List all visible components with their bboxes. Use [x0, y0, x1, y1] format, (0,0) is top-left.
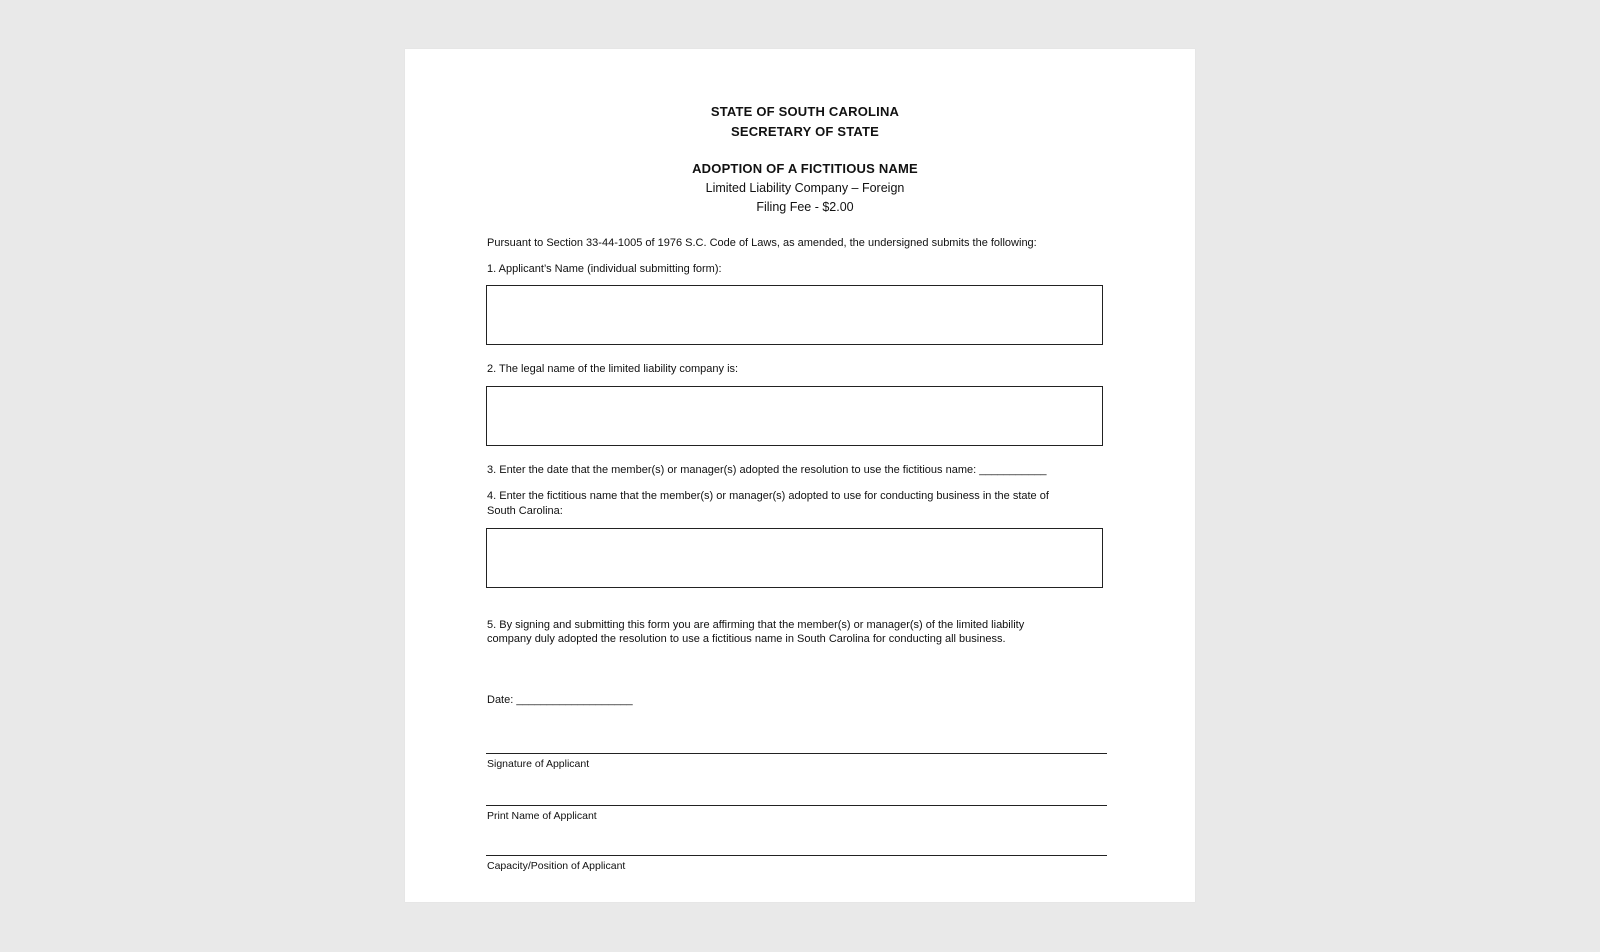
header-secretary: SECRETARY OF STATE [730, 124, 880, 139]
item-4-label-line2: South Carolina: [487, 505, 563, 517]
capacity-label: Capacity/Position of Applicant [487, 860, 626, 872]
header-state: STATE OF SOUTH CAROLINA [710, 104, 900, 119]
llc-legal-name-field[interactable] [486, 386, 1103, 446]
item-5-text-line1: 5. By signing and submitting this form you are affirming that the member(s) or manager(s) of the limited liability [487, 619, 1025, 631]
filing-fee: Filing Fee - $2.00 [756, 200, 854, 214]
item-1-label: 1. Applicant’s Name (individual submitting form): [487, 263, 722, 275]
applicant-name-field[interactable] [486, 285, 1103, 345]
form-subtitle: Limited Liability Company – Foreign [705, 181, 905, 195]
item-3-label: 3. Enter the date that the member(s) or manager(s) adopted the resolution to use the fictitious name: ___________ [487, 464, 1047, 476]
form-title: ADOPTION OF A FICTITIOUS NAME [692, 161, 918, 176]
document-page [405, 49, 1195, 902]
item-2-label: 2. The legal name of the limited liability company is: [487, 363, 739, 375]
intro-text: Pursuant to Section 33-44-1005 of 1976 S.C. Code of Laws, as amended, the undersigned submits the following: [487, 237, 1037, 249]
fictitious-name-field[interactable] [486, 528, 1103, 588]
print-name-label: Print Name of Applicant [487, 810, 597, 822]
print-name-line[interactable] [486, 805, 1107, 806]
item-4-label-line1: 4. Enter the fictitious name that the member(s) or manager(s) adopted to use for conducting business in the state of [487, 490, 1049, 502]
signature-line[interactable] [486, 753, 1107, 754]
item-5-text-line2: company duly adopted the resolution to use a fictitious name in South Carolina for conducting all business. [487, 633, 1006, 645]
signature-label: Signature of Applicant [487, 758, 590, 770]
date-field[interactable]: Date: ___________________ [487, 694, 633, 706]
capacity-line[interactable] [486, 855, 1107, 856]
